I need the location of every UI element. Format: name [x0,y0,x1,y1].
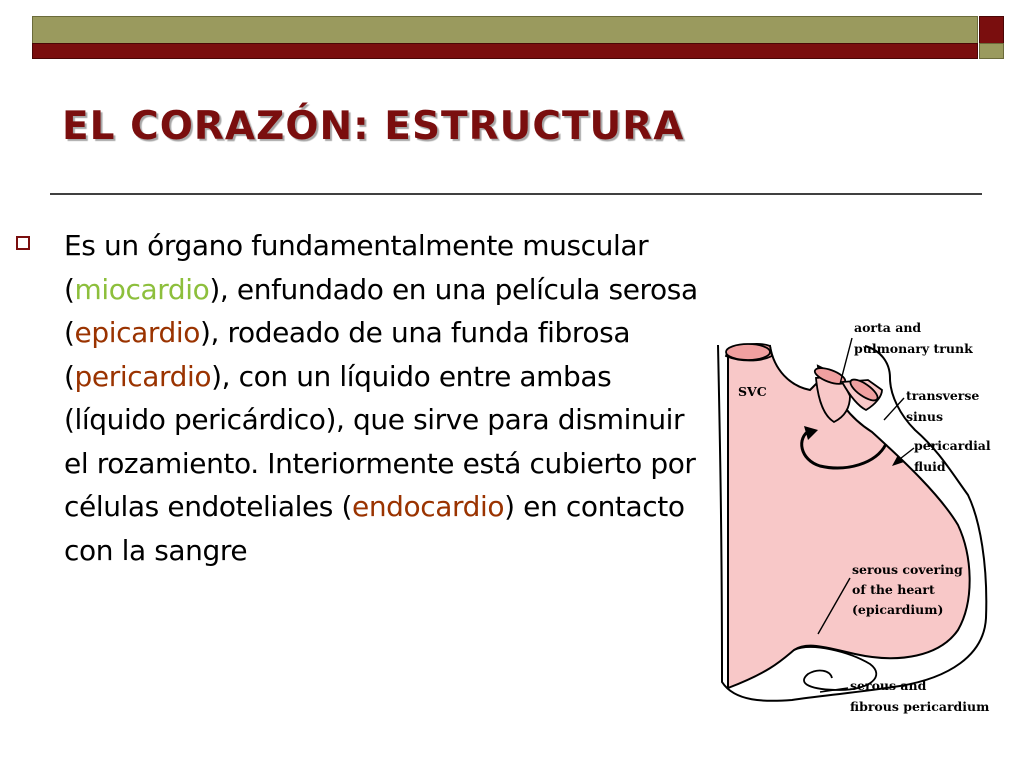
heart-pericardium-diagram [700,300,1000,730]
label-serous-line3: (epicardium) [852,602,944,617]
body-text-part: ), con un líquido entre ambas (líquido pericárdico), que sirve para disminuir el rozamiento. Interiormente está cubierto por células endoteliales ( [64,359,696,523]
body-text-part: Es un órgano fundamentalmente muscular ( [64,229,649,306]
svc-opening [726,344,770,360]
label-sinus-line2: sinus [906,409,943,424]
body-text-part: ) en contacto con la sangre [64,490,685,567]
leader-aorta [840,338,852,384]
header-square-maroon [979,16,1004,44]
title-divider [50,193,982,195]
label-fibrous-line2: fibrous pericardium [850,699,990,714]
term-endocardio: endocardio [352,490,505,523]
header-bar-maroon [32,43,978,59]
label-fluid-line2: fluid [914,459,946,474]
leader-sinus [884,398,904,420]
body-text-part: ), enfundado en una película serosa ( [64,272,698,349]
term-epicardio: epicardio [74,316,200,349]
label-serous-line1: serous covering [852,562,963,577]
header-square-olive [979,43,1004,59]
bullet-square-icon [16,236,30,250]
label-serous-line2: of the heart [852,582,935,597]
label-aorta-line1: aorta and [854,320,922,335]
label-fluid-line1: pericardial [914,438,991,453]
label-aorta-line2: pulmonary trunk [854,341,973,356]
slide-title: EL CORAZÓN: ESTRUCTURA [62,104,685,149]
bullet-text [64,224,714,572]
header-bar-olive [32,16,978,44]
term-miocardio: miocardio [74,272,210,306]
term-pericardio: pericardio [74,359,212,393]
label-fibrous-line1: serous and [850,678,927,693]
body-text-part: ), rodeado de una funda fibrosa ( [64,316,631,393]
label-sinus-line1: transverse [906,388,980,403]
label-svc: SVC [738,384,767,399]
